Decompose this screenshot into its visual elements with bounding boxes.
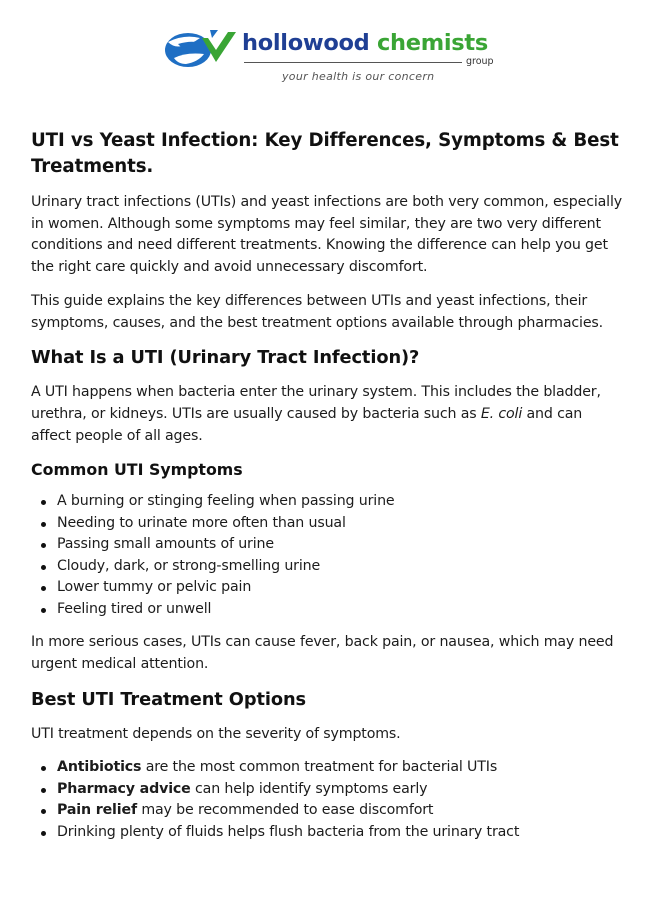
article-title: UTI vs Yeast Infection: Key Differences, Symptoms & Best Treatments. [31, 130, 619, 177]
intro-paragraph-1: Urinary tract infections (UTIs) and yeast infections are both very common, especially in women. Although some symptoms may feel similar, they are two very different conditions and need different treatments. Knowing the difference can help you get the right care quickly and avoid unnecessary discomfort. [31, 194, 623, 276]
treatment-term: Antibiotics [57, 759, 142, 776]
list-item [31, 779, 623, 801]
uti-definition-text: A UTI happens when bacteria enter the urinary system. This includes the bladder, urethra, or kidneys. UTIs are usually caused by bacteria such as [31, 384, 601, 422]
list-item: Passing small amounts of urine [31, 534, 623, 556]
intro-paragraph-2: This guide explains the key differences between UTIs and yeast infections, their symptoms, causes, and the best treatment options available through pharmacies. [31, 292, 604, 331]
treatment-intro-paragraph: UTI treatment depends on the severity of symptoms. [31, 725, 401, 742]
list-item: Cloudy, dark, or strong-smelling urine [31, 556, 623, 578]
list-item: Lower tummy or pelvic pain [31, 577, 623, 599]
list-item: Feeling tired or unwell [31, 599, 623, 621]
globe-logo-icon [164, 28, 240, 72]
brand-name-hollowood: hollowood [242, 30, 370, 56]
article-body [31, 128, 623, 855]
treatment-description: are the most common treatment for bacterial UTIs [141, 759, 498, 776]
list-item: Needing to urinate more often than usual [31, 513, 623, 535]
brand-logo[interactable] [164, 26, 494, 86]
symptoms-list [31, 491, 623, 620]
treatment-description: Drinking plenty of fluids helps flush bacteria from the urinary tract [57, 823, 520, 840]
section-heading-symptoms: Common UTI Symptoms [31, 460, 243, 480]
uti-definition-text-end: and can affect people of all ages. [31, 405, 583, 444]
treatment-description: can help identify symptoms early [190, 780, 428, 797]
treatment-term: Pharmacy advice [57, 780, 191, 797]
list-item: A burning or stinging feeling when passing urine [31, 491, 623, 513]
section-heading-treatment: Best UTI Treatment Options [31, 688, 306, 710]
uti-bacteria-name: E. coli [480, 405, 523, 422]
treatment-list [31, 757, 623, 843]
treatment-term: Pain relief [57, 802, 137, 819]
brand-tagline: your health is our concern [282, 70, 435, 83]
section-heading-what-is-uti: What Is a UTI (Urinary Tract Infection)? [31, 347, 420, 369]
serious-cases-paragraph: In more serious cases, UTIs can cause fever, back pain, or nausea, which may need urgent medical attention. [31, 634, 614, 673]
brand-name [242, 28, 488, 58]
uti-definition-paragraph [31, 382, 623, 447]
list-item [31, 822, 623, 844]
treatment-description: may be recommended to ease discomfort [136, 802, 434, 819]
brand-divider [244, 62, 462, 63]
list-item [31, 800, 623, 822]
brand-name-chemists: chemists [377, 30, 488, 56]
brand-group-label: group [466, 56, 494, 67]
list-item [31, 757, 623, 779]
